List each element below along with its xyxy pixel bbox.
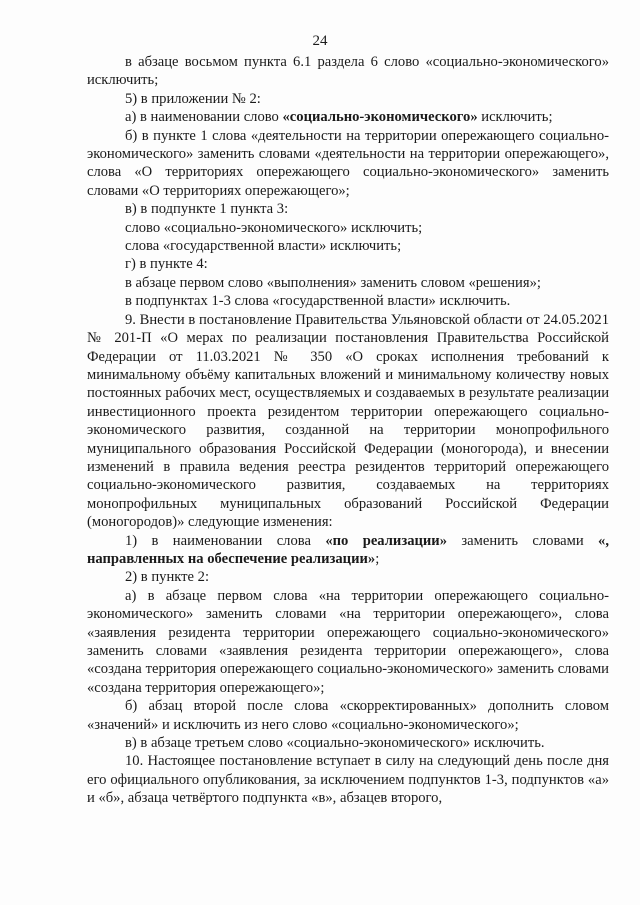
bold-text-run: «, направленных на обеспечение реализации» [87, 532, 609, 567]
paragraph: в абзаце первом слово «выполнения» заменить словом «решения»; [125, 274, 541, 291]
text-run: заменить словами [447, 532, 599, 549]
text-run: 1) в наименовании слова [125, 532, 326, 549]
bold-text-run: «по реализации» [325, 532, 448, 549]
paragraph: б) абзац второй после слова «скорректированных» дополнить словом «значений» и исключить из него слово «социально-экономического»; [87, 698, 609, 733]
paragraph: в абзаце восьмом пункта 6.1 раздела 6 слово «социально-экономического» исключить; [87, 54, 609, 89]
paragraph [87, 532, 609, 569]
paragraph: б) в пункте 1 слова «деятельности на территории опережающего социально-экономического» заменить словами «деятельности на территории опережающего», слова «О территориях опережающего социально-экономического» заменить словами «О территориях опережающего»; [87, 127, 609, 199]
paragraph: в) в абзаце третьем слово «социально-экономического» исключить. [125, 735, 545, 752]
document-body [87, 53, 609, 808]
text-run: а) в наименовании слово [125, 109, 283, 126]
page-number: 24 [312, 33, 328, 49]
paragraph: а) в абзаце первом слова «на территории опережающего социально-экономического» заменить словами «на территории опережающего», слова «заявления резидента территории опережающего социально-экономического» заменить словами «заявления резидента территории опережающего», слова «создана территория опережающего социально-экономического» заменить словами «создана территория опережающего»; [87, 587, 609, 696]
paragraph: слова «государственной власти» исключить; [125, 238, 402, 255]
bold-text-run: «социально-экономического» [282, 109, 478, 126]
paragraph: 2) в пункте 2: [125, 569, 210, 586]
paragraph: 10. Настоящее постановление вступает в силу на следующий день после дня его официального опубликования, за исключением подпунктов 1-3, подпунктов «а» и «б», абзаца четвёртого подпункта «в», абзацев второго, [87, 753, 609, 807]
paragraph: 5) в приложении № 2: [125, 90, 261, 107]
paragraph: слово «социально-экономического» исключить; [125, 219, 423, 236]
paragraph: в подпунктах 1-3 слова «государственной власти» исключить. [125, 293, 511, 310]
paragraph: 9. Внести в постановление Правительства Ульяновской области от 24.05.2021 № 201-П «О мерах по реализации постановления Правительства Российской Федерации от 11.03.2021 № 350 «О сроках исполнения требований к минимальному объёму капитальных вложений и минимальному количеству новых постоянных рабочих мест, осуществляемых и создаваемых в результате реализации инвестиционного проекта резидентом территории опережающего социально-экономического развития, созданной на территории монопрофильного муниципального образования Российской Федерации (моногорода), и внесении изменений в правила ведения реестра резидентов территорий опережающего социально-экономического развития, создаваемых на территориях монопрофильных муниципальных образований Российской Федерации (моногородов)» следующие изменения: [87, 311, 609, 531]
text-run: исключить; [477, 109, 553, 126]
text-run: ; [375, 550, 380, 567]
paragraph: в) в подпункте 1 пункта 3: [125, 201, 289, 218]
paragraph: г) в пункте 4: [125, 256, 208, 273]
paragraph [87, 108, 609, 126]
